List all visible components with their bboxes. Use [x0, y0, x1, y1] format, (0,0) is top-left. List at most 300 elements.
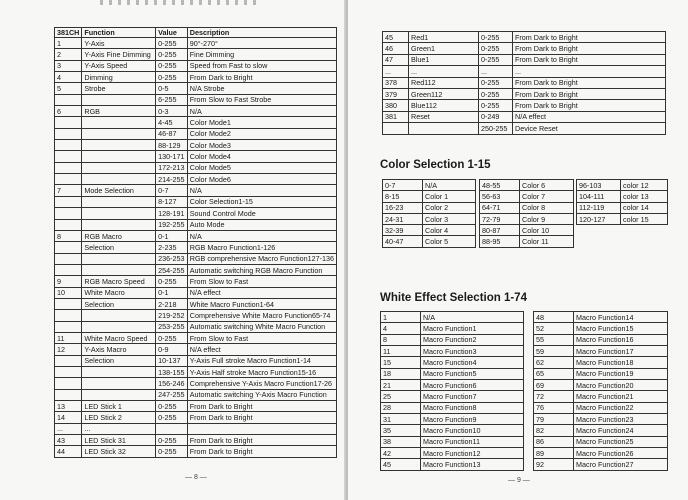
- channel-cell: ...: [55, 423, 82, 434]
- color-cell: color 14: [621, 202, 668, 213]
- table-row: [383, 180, 476, 191]
- macro-cell: Macro Function9: [421, 414, 524, 425]
- table-row: [55, 208, 337, 219]
- value-cell: 192-255: [156, 219, 188, 230]
- macro-cell: Macro Function5: [421, 368, 524, 379]
- range-cell: 72-79: [480, 213, 520, 224]
- header-description: Description: [187, 28, 336, 38]
- table-row: [534, 357, 668, 368]
- page-number: — 8 —: [185, 474, 207, 481]
- function-cell: Red112: [409, 77, 479, 88]
- value-cell: 247-255: [156, 389, 188, 400]
- channel-cell: [55, 355, 82, 366]
- page-number: — 9 —: [508, 477, 530, 484]
- range-cell: 88-95: [480, 236, 520, 247]
- table-row: [55, 310, 337, 321]
- function-cell: RGB: [82, 106, 156, 117]
- value-cell: 38: [381, 436, 421, 447]
- table-row: [534, 312, 668, 323]
- function-cell: [409, 123, 479, 134]
- channel-cell: [55, 117, 82, 128]
- macro-cell: Macro Function26: [574, 448, 668, 459]
- dmx-channel-table: [54, 27, 337, 458]
- value-cell: 0-255: [156, 49, 188, 60]
- function-cell: LED Stick 2: [82, 412, 156, 423]
- description-cell: From Dark to Bright: [513, 88, 666, 99]
- value-cell: 0-255: [156, 332, 188, 343]
- description-cell: From Dark to Bright: [513, 43, 666, 54]
- white-effect-table-1: [380, 311, 524, 471]
- description-cell: From Dark to Bright: [513, 54, 666, 65]
- table-row: [381, 357, 524, 368]
- table-row: [534, 380, 668, 391]
- table-row: [55, 344, 337, 355]
- channel-cell: [55, 162, 82, 173]
- table-row: [55, 117, 337, 128]
- range-cell: 40-47: [383, 236, 423, 247]
- description-cell: N/A effect: [187, 344, 336, 355]
- channel-cell: [55, 253, 82, 264]
- table-row: [55, 287, 337, 298]
- header-function: Function: [82, 28, 156, 38]
- description-cell: From Dark to Bright: [187, 446, 336, 457]
- channel-cell: 44: [55, 446, 82, 457]
- description-cell: From Slow to Fast: [187, 332, 336, 343]
- channel-cell: [55, 366, 82, 377]
- value-cell: 2-235: [156, 242, 188, 253]
- macro-cell: N/A: [421, 312, 524, 323]
- color-cell: color 13: [621, 191, 668, 202]
- channel-cell: [55, 378, 82, 389]
- table-row: [383, 202, 476, 213]
- function-cell: LED Stick 31: [82, 435, 156, 446]
- table-row: [383, 213, 476, 224]
- table-row: [383, 43, 666, 54]
- table-row: [55, 276, 337, 287]
- value-cell: 0-255: [156, 412, 188, 423]
- description-cell: Color Mode3: [187, 140, 336, 151]
- header-channel: 381CH: [55, 28, 82, 38]
- channel-cell: 9: [55, 276, 82, 287]
- table-row: [534, 346, 668, 357]
- table-header-row: [55, 28, 337, 38]
- description-cell: RGB Macro Function1-126: [187, 242, 336, 253]
- function-cell: [82, 140, 156, 151]
- macro-cell: Macro Function3: [421, 346, 524, 357]
- value-cell: 6-255: [156, 94, 188, 105]
- value-cell: 82: [534, 425, 574, 436]
- channel-cell: [383, 123, 409, 134]
- function-cell: Strobe: [82, 83, 156, 94]
- macro-cell: Macro Function20: [574, 380, 668, 391]
- function-cell: [82, 264, 156, 275]
- function-cell: [82, 253, 156, 264]
- value-cell: 253-255: [156, 321, 188, 332]
- table-row: [55, 355, 337, 366]
- value-cell: 156-246: [156, 378, 188, 389]
- range-cell: 64-71: [480, 202, 520, 213]
- value-cell: 31: [381, 414, 421, 425]
- color-cell: Color 5: [423, 236, 476, 247]
- channel-cell: [55, 196, 82, 207]
- table-row: [577, 180, 668, 191]
- macro-cell: Macro Function8: [421, 402, 524, 413]
- description-cell: Color Mode4: [187, 151, 336, 162]
- white-effect-title: White Effect Selection 1-74: [380, 292, 527, 304]
- table-row: [383, 66, 666, 77]
- description-cell: From Dark to Bright: [513, 32, 666, 43]
- color-cell: Color 4: [423, 225, 476, 236]
- description-cell: From Slow to Fast Strobe: [187, 94, 336, 105]
- table-row: [55, 264, 337, 275]
- table-row: [480, 236, 574, 247]
- range-cell: 112-119: [577, 202, 621, 213]
- value-cell: 2-218: [156, 298, 188, 309]
- value-cell: ...: [479, 66, 513, 77]
- description-cell: N/A effect: [187, 287, 336, 298]
- macro-cell: Macro Function2: [421, 334, 524, 345]
- channel-cell: 1: [55, 38, 82, 49]
- channel-cell: 10: [55, 287, 82, 298]
- description-cell: Color Mode6: [187, 174, 336, 185]
- table-row: [55, 401, 337, 412]
- function-cell: Dimming: [82, 72, 156, 83]
- table-row: [55, 106, 337, 117]
- color-cell: color 12: [621, 180, 668, 191]
- value-cell: 254-255: [156, 264, 188, 275]
- table-row: [55, 412, 337, 423]
- value-cell: 0-255: [479, 43, 513, 54]
- table-row: [534, 436, 668, 447]
- table-row: [381, 323, 524, 334]
- function-cell: RGB Macro: [82, 230, 156, 241]
- value-cell: 0-255: [479, 77, 513, 88]
- table-row: [383, 236, 476, 247]
- channel-cell: 47: [383, 54, 409, 65]
- function-cell: White Macro Speed: [82, 332, 156, 343]
- value-cell: 79: [534, 414, 574, 425]
- table-row: [383, 32, 666, 43]
- function-cell: Selection: [82, 298, 156, 309]
- macro-cell: Macro Function14: [574, 312, 668, 323]
- table-row: [383, 100, 666, 111]
- table-row: [55, 38, 337, 49]
- value-cell: 11: [381, 346, 421, 357]
- color-table-3: [576, 179, 668, 225]
- description-cell: 90°-270°: [187, 38, 336, 49]
- channel-cell: 378: [383, 77, 409, 88]
- table-row: [381, 334, 524, 345]
- color-cell: Color 11: [520, 236, 574, 247]
- description-cell: Color Mode2: [187, 128, 336, 139]
- value-cell: 0-5: [156, 83, 188, 94]
- channel-cell: 45: [383, 32, 409, 43]
- table-row: [381, 368, 524, 379]
- function-cell: ...: [409, 66, 479, 77]
- scan-marks: [100, 0, 260, 5]
- description-cell: N/A: [187, 106, 336, 117]
- value-cell: 0-1: [156, 287, 188, 298]
- table-row: [55, 389, 337, 400]
- channel-cell: [55, 298, 82, 309]
- table-row: [383, 123, 666, 134]
- function-cell: Y-Axis Speed: [82, 60, 156, 71]
- value-cell: 130-171: [156, 151, 188, 162]
- table-row: [577, 213, 668, 224]
- function-cell: Selection: [82, 242, 156, 253]
- channel-cell: 12: [55, 344, 82, 355]
- table-row: [383, 77, 666, 88]
- value-cell: 46-87: [156, 128, 188, 139]
- value-cell: 45: [381, 459, 421, 470]
- table-row: [381, 425, 524, 436]
- macro-cell: Macro Function18: [574, 357, 668, 368]
- macro-cell: Macro Function23: [574, 414, 668, 425]
- table-row: [55, 60, 337, 71]
- channel-cell: 3: [55, 60, 82, 71]
- description-cell: Comprehensive Y-Axis Macro Function17-26: [187, 378, 336, 389]
- color-cell: color 15: [621, 213, 668, 224]
- function-cell: RGB Macro Speed: [82, 276, 156, 287]
- function-cell: [82, 174, 156, 185]
- macro-cell: Macro Function1: [421, 323, 524, 334]
- channel-cell: [55, 389, 82, 400]
- macro-cell: Macro Function11: [421, 436, 524, 447]
- description-cell: From Dark to Bright: [187, 435, 336, 446]
- channel-cell: 14: [55, 412, 82, 423]
- function-cell: LED Stick 1: [82, 401, 156, 412]
- function-cell: LED Stick 32: [82, 446, 156, 457]
- table-row: [55, 140, 337, 151]
- macro-cell: Macro Function21: [574, 391, 668, 402]
- description-cell: Speed from Fast to slow: [187, 60, 336, 71]
- table-row: [55, 253, 337, 264]
- header-value: Value: [156, 28, 188, 38]
- table-row: [55, 219, 337, 230]
- macro-cell: Macro Function17: [574, 346, 668, 357]
- table-row: [534, 414, 668, 425]
- table-row: [55, 378, 337, 389]
- table-row: [577, 191, 668, 202]
- macro-cell: Macro Function27: [574, 459, 668, 470]
- macro-cell: Macro Function12: [421, 448, 524, 459]
- description-cell: Auto Mode: [187, 219, 336, 230]
- channel-cell: [55, 321, 82, 332]
- value-cell: 0-249: [479, 111, 513, 122]
- value-cell: 214-255: [156, 174, 188, 185]
- macro-cell: Macro Function15: [574, 323, 668, 334]
- value-cell: 28: [381, 402, 421, 413]
- value-cell: 0-255: [156, 38, 188, 49]
- function-cell: Blue112: [409, 100, 479, 111]
- table-row: [55, 49, 337, 60]
- value-cell: 4: [381, 323, 421, 334]
- channel-cell: [55, 94, 82, 105]
- function-cell: [82, 128, 156, 139]
- channel-cell: 7: [55, 185, 82, 196]
- table-row: [480, 213, 574, 224]
- table-row: [55, 423, 337, 434]
- value-cell: 76: [534, 402, 574, 413]
- channel-cell: 11: [55, 332, 82, 343]
- table-row: [55, 446, 337, 457]
- value-cell: 65: [534, 368, 574, 379]
- value-cell: 88-129: [156, 140, 188, 151]
- color-cell: Color 8: [520, 202, 574, 213]
- table-row: [55, 196, 337, 207]
- channel-cell: 46: [383, 43, 409, 54]
- value-cell: 21: [381, 380, 421, 391]
- color-cell: Color 6: [520, 180, 574, 191]
- table-row: [381, 391, 524, 402]
- range-cell: 120-127: [577, 213, 621, 224]
- description-cell: Color Selection1-15: [187, 196, 336, 207]
- function-cell: [82, 94, 156, 105]
- table-row: [577, 202, 668, 213]
- function-cell: [82, 310, 156, 321]
- value-cell: 236-253: [156, 253, 188, 264]
- color-cell: Color 9: [520, 213, 574, 224]
- rgb-channel-table: [382, 31, 666, 135]
- table-row: [55, 366, 337, 377]
- description-cell: Automatic switching Y-Axis Macro Function: [187, 389, 336, 400]
- function-cell: [82, 117, 156, 128]
- table-row: [534, 391, 668, 402]
- channel-cell: 380: [383, 100, 409, 111]
- description-cell: Y-Axis Half stroke Macro Function15-16: [187, 366, 336, 377]
- table-row: [480, 191, 574, 202]
- description-cell: N/A Strobe: [187, 83, 336, 94]
- table-row: [55, 435, 337, 446]
- right-page: [348, 0, 688, 500]
- table-row: [55, 94, 337, 105]
- table-row: [55, 174, 337, 185]
- function-cell: White Macro: [82, 287, 156, 298]
- channel-cell: 13: [55, 401, 82, 412]
- table-row: [534, 448, 668, 459]
- table-row: [534, 459, 668, 470]
- function-cell: [82, 378, 156, 389]
- color-selection-title: Color Selection 1-15: [380, 159, 491, 171]
- description-cell: Comprehensive White Macro Function65-74: [187, 310, 336, 321]
- value-cell: 59: [534, 346, 574, 357]
- macro-cell: Macro Function4: [421, 357, 524, 368]
- channel-cell: ...: [383, 66, 409, 77]
- value-cell: 69: [534, 380, 574, 391]
- table-row: [534, 368, 668, 379]
- description-cell: N/A: [187, 230, 336, 241]
- table-row: [383, 191, 476, 202]
- value-cell: 0-255: [156, 401, 188, 412]
- description-cell: From Dark to Bright: [187, 412, 336, 423]
- macro-cell: Macro Function7: [421, 391, 524, 402]
- function-cell: [82, 151, 156, 162]
- function-cell: [82, 196, 156, 207]
- description-cell: N/A: [187, 185, 336, 196]
- description-cell: Device Reset: [513, 123, 666, 134]
- value-cell: 62: [534, 357, 574, 368]
- table-row: [480, 202, 574, 213]
- channel-cell: [55, 264, 82, 275]
- table-row: [381, 312, 524, 323]
- macro-cell: Macro Function16: [574, 334, 668, 345]
- value-cell: 219-252: [156, 310, 188, 321]
- color-cell: Color 2: [423, 202, 476, 213]
- value-cell: 89: [534, 448, 574, 459]
- color-cell: Color 10: [520, 225, 574, 236]
- function-cell: [82, 321, 156, 332]
- table-row: [480, 225, 574, 236]
- table-row: [381, 459, 524, 470]
- function-cell: Green112: [409, 88, 479, 99]
- color-table-2: [479, 179, 574, 248]
- value-cell: 1: [381, 312, 421, 323]
- table-row: [55, 185, 337, 196]
- description-cell: Color Mode1: [187, 117, 336, 128]
- channel-cell: [55, 128, 82, 139]
- value-cell: 0-255: [479, 100, 513, 111]
- table-row: [55, 151, 337, 162]
- table-row: [381, 436, 524, 447]
- channel-cell: 379: [383, 88, 409, 99]
- description-cell: Fine Dimming: [187, 49, 336, 60]
- value-cell: 55: [534, 334, 574, 345]
- table-row: [381, 414, 524, 425]
- value-cell: 0-255: [156, 276, 188, 287]
- macro-cell: Macro Function6: [421, 380, 524, 391]
- function-cell: Blue1: [409, 54, 479, 65]
- description-cell: Sound Control Mode: [187, 208, 336, 219]
- description-cell: White Macro Function1-64: [187, 298, 336, 309]
- table-row: [534, 323, 668, 334]
- table-row: [55, 242, 337, 253]
- table-row: [383, 54, 666, 65]
- description-cell: ...: [513, 66, 666, 77]
- range-cell: 96-103: [577, 180, 621, 191]
- description-cell: Automatic switching White Macro Function: [187, 321, 336, 332]
- description-cell: From Dark to Bright: [513, 77, 666, 88]
- white-effect-table-2: [533, 311, 668, 471]
- range-cell: 104-111: [577, 191, 621, 202]
- value-cell: 18: [381, 368, 421, 379]
- function-cell: [82, 162, 156, 173]
- color-cell: Color 3: [423, 213, 476, 224]
- channel-cell: 2: [55, 49, 82, 60]
- function-cell: ...: [82, 423, 156, 434]
- value-cell: 0-255: [479, 32, 513, 43]
- description-cell: N/A effect: [513, 111, 666, 122]
- table-row: [383, 225, 476, 236]
- table-row: [55, 230, 337, 241]
- macro-cell: Macro Function19: [574, 368, 668, 379]
- value-cell: 0-255: [156, 435, 188, 446]
- value-cell: 15: [381, 357, 421, 368]
- function-cell: [82, 389, 156, 400]
- channel-cell: [55, 151, 82, 162]
- color-table-1: [382, 179, 476, 248]
- function-cell: Red1: [409, 32, 479, 43]
- value-cell: [156, 423, 188, 434]
- channel-cell: 6: [55, 106, 82, 117]
- value-cell: 0-9: [156, 344, 188, 355]
- table-row: [381, 402, 524, 413]
- function-cell: [82, 219, 156, 230]
- table-row: [55, 128, 337, 139]
- value-cell: 0-255: [156, 60, 188, 71]
- description-cell: From Dark to Bright: [187, 72, 336, 83]
- value-cell: 128-191: [156, 208, 188, 219]
- channel-cell: [55, 208, 82, 219]
